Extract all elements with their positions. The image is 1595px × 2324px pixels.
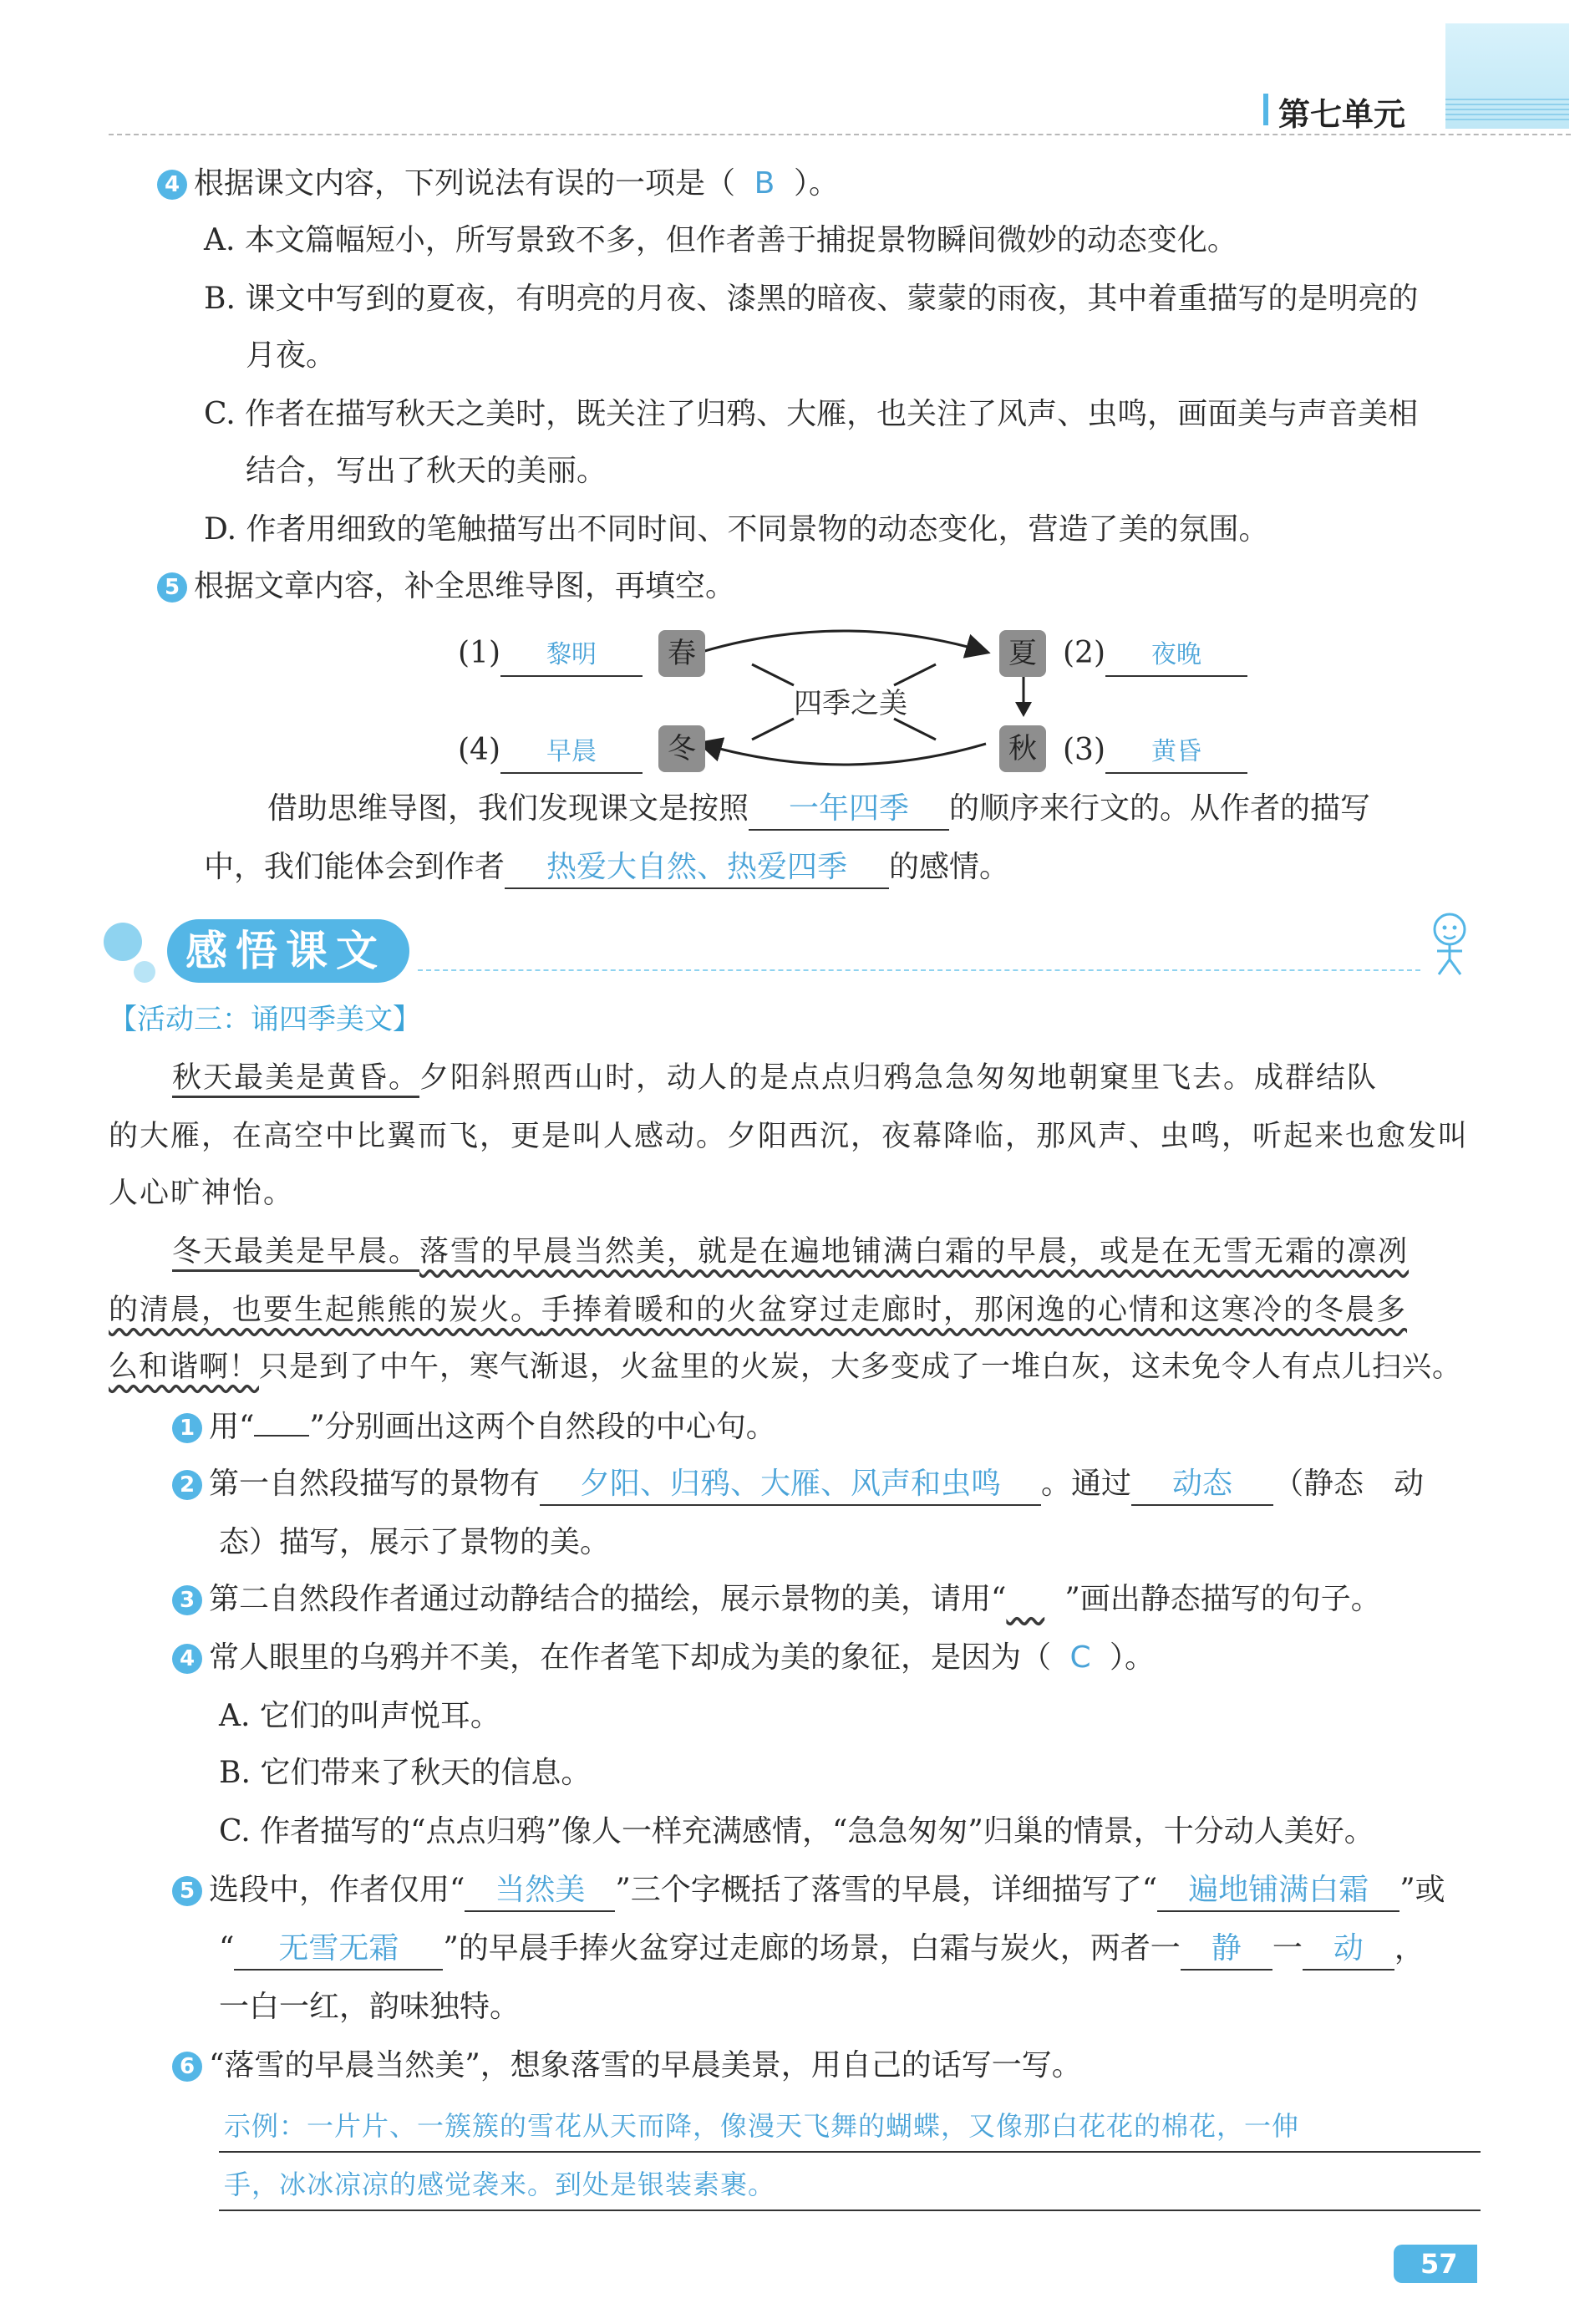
q5-fill-line-2: 中，我们能体会到作者 热爱大自然、热爱四季 的感情。 bbox=[204, 847, 1009, 889]
qa-q2-cont: 态）描写，展示了景物的美。 bbox=[219, 1525, 611, 1559]
map-blank-1: (1) 黎明 bbox=[458, 633, 643, 677]
map-blank-4: (4) 早晨 bbox=[458, 730, 643, 774]
qa-q1: 1 用“ ”分别画出这两个自然段的中心句。 bbox=[172, 1407, 776, 1447]
passage-p1-line3: 人心旷神怡。 bbox=[109, 1177, 295, 1210]
q5-fill-line-1: 借助思维导图，我们发现课文是按照 一年四季 的顺序来行文的。从作者的描写 bbox=[267, 789, 1370, 831]
header-divider bbox=[109, 134, 1571, 135]
activity-title: 【活动三：诵四季美文】 bbox=[109, 1003, 421, 1036]
qa-q6-answer-line1: 示例：一片片、一簇簇的雪花从天而降，像漫天飞舞的蝴蝶，又像那白花花的棉花，一伸 bbox=[224, 2110, 1300, 2142]
section-title: 感悟课文 bbox=[185, 927, 386, 975]
passage-p1-line2: 的大雁，在高空中比翼而飞，更是叫人感动。夕阳西沉，夜幕降临，那风声、虫鸣，听起来也愈发叫 bbox=[109, 1120, 1470, 1153]
qa-q5-cont: “ 无雪无霜 ”的早晨手捧火盆穿过走廊的场景，白霜与炭火，两者一 静 一 动 ， bbox=[219, 1929, 1425, 1971]
node-summer: 夏 bbox=[999, 630, 1046, 677]
question-number-badge: 4 bbox=[172, 1644, 202, 1674]
section-divider bbox=[418, 969, 1420, 971]
passage-p2-line2: 的清晨，也要生起熊熊的炭火。手捧着暖和的火盆穿过走廊时，那闲逸的心情和这寒冷的冬晨多 bbox=[109, 1294, 1408, 1327]
node-autumn: 秋 bbox=[999, 725, 1046, 772]
q4-stem: 4 根据课文内容，下列说法有误的一项是（ B ）。 bbox=[157, 164, 839, 204]
doodle-figure-icon bbox=[1412, 904, 1487, 979]
map-blank-3: (3) 黄昏 bbox=[1063, 730, 1247, 774]
qa-q4-option-c: C. 作者描写的“点点归鸦”像人一样充满感情，“急急匆匆”归巢的情景，十分动人美好。 bbox=[219, 1814, 1374, 1849]
q4-answer: B bbox=[754, 166, 775, 201]
q4-option-c-cont: 结合，写出了秋天的美丽。 bbox=[246, 454, 607, 488]
header-bar bbox=[1263, 94, 1268, 125]
p1-topic-sentence: 秋天最美是黄昏。 bbox=[172, 1061, 420, 1095]
answer-rule-1 bbox=[219, 2151, 1481, 2153]
arrow-autumn-winter bbox=[702, 744, 986, 765]
question-number-badge: 6 bbox=[172, 2052, 202, 2082]
node-center: 四季之美 bbox=[794, 687, 907, 720]
qa-q4: 4 常人眼里的乌鸦并不美，在作者笔下却成为美的象征，是因为（ C ）。 bbox=[172, 1638, 1155, 1678]
passage-p2-line1: 冬天最美是早晨。落雪的早晨当然美，就是在遍地铺满白霜的早晨，或是在无雪无霜的凛冽 bbox=[172, 1235, 1410, 1269]
p2-topic-sentence: 冬天最美是早晨。 bbox=[172, 1235, 420, 1269]
qa-q4-answer: C bbox=[1069, 1640, 1091, 1675]
question-number-badge: 5 bbox=[172, 1876, 202, 1906]
section-bubble-1 bbox=[104, 923, 142, 961]
section-bubble-2 bbox=[134, 961, 155, 983]
q4-option-a: A. 本文篇幅短小，所写景致不多，但作者善于捕捉景物瞬间微妙的动态变化。 bbox=[204, 223, 1237, 257]
qa-q3: 3 第二自然段作者通过动静结合的描绘，展示景物的美，请用“ ”画出静态描写的句子。 bbox=[172, 1579, 1381, 1620]
unit-title: 第七单元 bbox=[1278, 96, 1406, 133]
answer-rule-2 bbox=[219, 2210, 1481, 2211]
question-number-badge: 1 bbox=[172, 1413, 202, 1443]
question-number-badge: 5 bbox=[157, 572, 187, 603]
passage-p1-line1: 秋天最美是黄昏。夕阳斜照西山时，动人的是点点归鸦急急匆匆地朝窠里飞去。成群结队 bbox=[172, 1061, 1379, 1095]
header-stripes bbox=[1445, 99, 1569, 124]
question-number-badge: 4 bbox=[157, 170, 187, 200]
qa-q4-option-a: A. 它们的叫声悦耳。 bbox=[219, 1699, 500, 1733]
node-spring: 春 bbox=[658, 630, 705, 677]
straight-line-sample bbox=[254, 1435, 309, 1437]
q4-option-d: D. 作者用细致的笔触描写出不同时间、不同景物的动态变化，营造了美的氛围。 bbox=[204, 512, 1269, 547]
question-number-badge: 2 bbox=[172, 1470, 202, 1500]
map-blank-2: (2) 夜晚 bbox=[1063, 633, 1247, 677]
q4-option-c: C. 作者在描写秋天之美时，既关注了归鸦、大雁，也关注了风声、虫鸣，画面美与声音美相 bbox=[204, 397, 1419, 431]
q4-option-b: B. 课文中写到的夏夜，有明亮的月夜、漆黑的暗夜、蒙蒙的雨夜，其中着重描写的是明亮的 bbox=[204, 282, 1419, 316]
qa-q2: 2 第一自然段描写的景物有 夕阳、归鸦、大雁、风声和虫鸣 。通过 动态 （静态 动 bbox=[172, 1464, 1424, 1506]
passage-p2-line3: 么和谐啊！只是到了中午，寒气渐退，火盆里的火炭，大多变成了一堆白灰，这未免令人有点儿扫兴。 bbox=[109, 1350, 1463, 1384]
q5-stem: 5 根据文章内容，补全思维导图，再填空。 bbox=[157, 567, 735, 607]
wavy-line-sample bbox=[1006, 1579, 1064, 1620]
page-number: 57 bbox=[1420, 2248, 1458, 2280]
node-winter: 冬 bbox=[658, 725, 705, 772]
q4-option-b-cont: 月夜。 bbox=[246, 338, 337, 373]
qa-q4-option-b: B. 它们带来了秋天的信息。 bbox=[219, 1756, 592, 1790]
qa-q6: 6 “落雪的早晨当然美”，想象落雪的早晨美景，用自己的话写一写。 bbox=[172, 2046, 1082, 2086]
qa-q5: 5 选段中，作者仅用“ 当然美 ”三个字概括了落雪的早晨，详细描写了“ 遍地铺满白霜 ”或 bbox=[172, 1870, 1445, 1912]
question-number-badge: 3 bbox=[172, 1585, 202, 1615]
arrow-spring-summer bbox=[702, 631, 986, 652]
qa-q5-cont2: 一白一红，韵味独特。 bbox=[219, 1990, 521, 2024]
qa-q6-answer-line2: 手，冰冰凉凉的感觉袭来。到处是银装素裹。 bbox=[224, 2169, 776, 2200]
